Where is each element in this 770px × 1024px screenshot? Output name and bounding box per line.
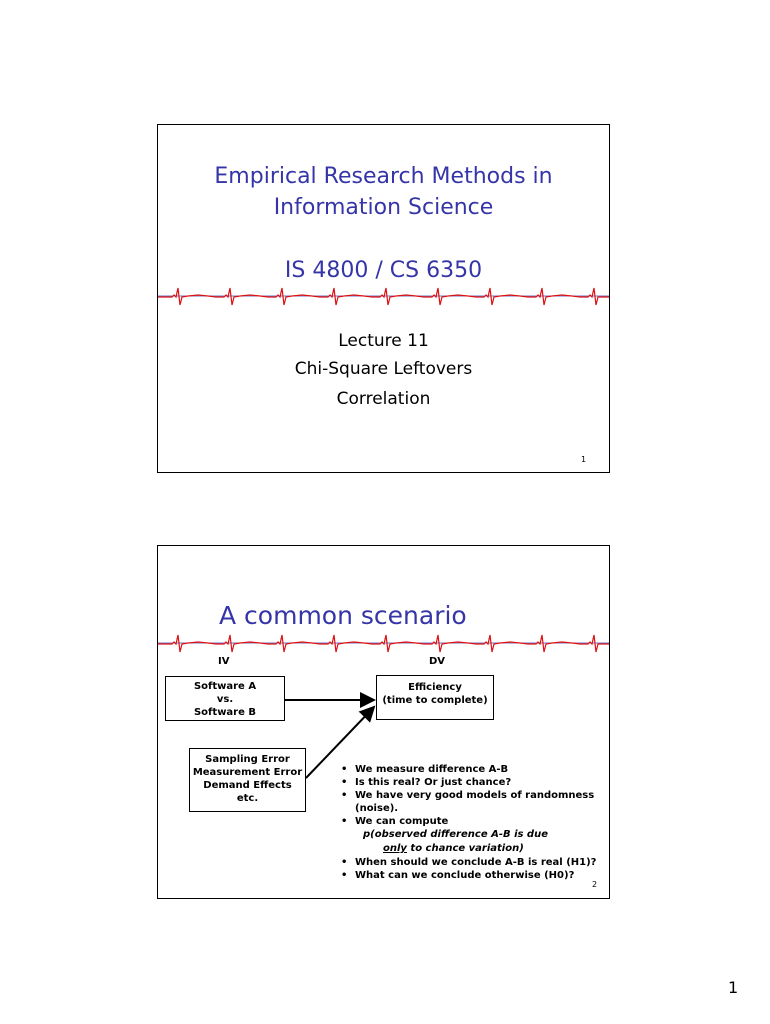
error-box-line: etc. (236, 793, 259, 804)
slide1-course: IS 4800 / CS 6350 (284, 258, 483, 283)
bullet-item: • We have very good models of randomness (noise). (339, 789, 609, 815)
dv-box-line: (time to complete) (382, 695, 488, 706)
slide1-lecture: Lecture 11 (338, 331, 429, 351)
slide1-title-line1: Empirical Research Methods in (214, 164, 553, 189)
iv-box-line: Software B (193, 707, 256, 718)
formula-line2: to chance variation) (406, 843, 524, 854)
slide1-topic1: Chi-Square Leftovers (294, 359, 473, 379)
ecg-divider-1 (158, 285, 609, 307)
slide1-title-line2: Information Science (273, 195, 494, 220)
formula (339, 828, 609, 856)
slide1-number: 1 (581, 455, 587, 464)
iv-label: IV (218, 656, 230, 667)
page-number: 1 (728, 978, 739, 997)
slide2-title: A common scenario (219, 601, 467, 630)
bullet-item: • Is this real? Or just chance? (339, 776, 609, 789)
dv-box-line: Efficiency (408, 682, 462, 693)
slide-2 (157, 545, 610, 899)
bullet-item: • When should we conclude A-B is real (H1)? (339, 856, 609, 869)
formula-line1: p(observed difference A-B is due (363, 829, 548, 840)
error-box-line: Demand Effects (203, 780, 292, 791)
slide-1 (157, 124, 610, 473)
bullet-item: • We can compute (339, 815, 609, 828)
formula-only: only (383, 843, 407, 854)
bullet-list (339, 763, 609, 882)
error-box-line: Measurement Error (192, 767, 303, 778)
error-box-line: Sampling Error (205, 754, 290, 765)
slide2-number: 2 (592, 880, 598, 889)
iv-box-line: vs. (216, 694, 234, 705)
bullet-item: • We measure difference A-B (339, 763, 609, 776)
slide1-topic2: Correlation (336, 389, 431, 409)
bullet-item: • What can we conclude otherwise (H0)? (339, 869, 609, 882)
iv-box-line: Software A (193, 681, 257, 692)
dv-label: DV (429, 656, 446, 667)
